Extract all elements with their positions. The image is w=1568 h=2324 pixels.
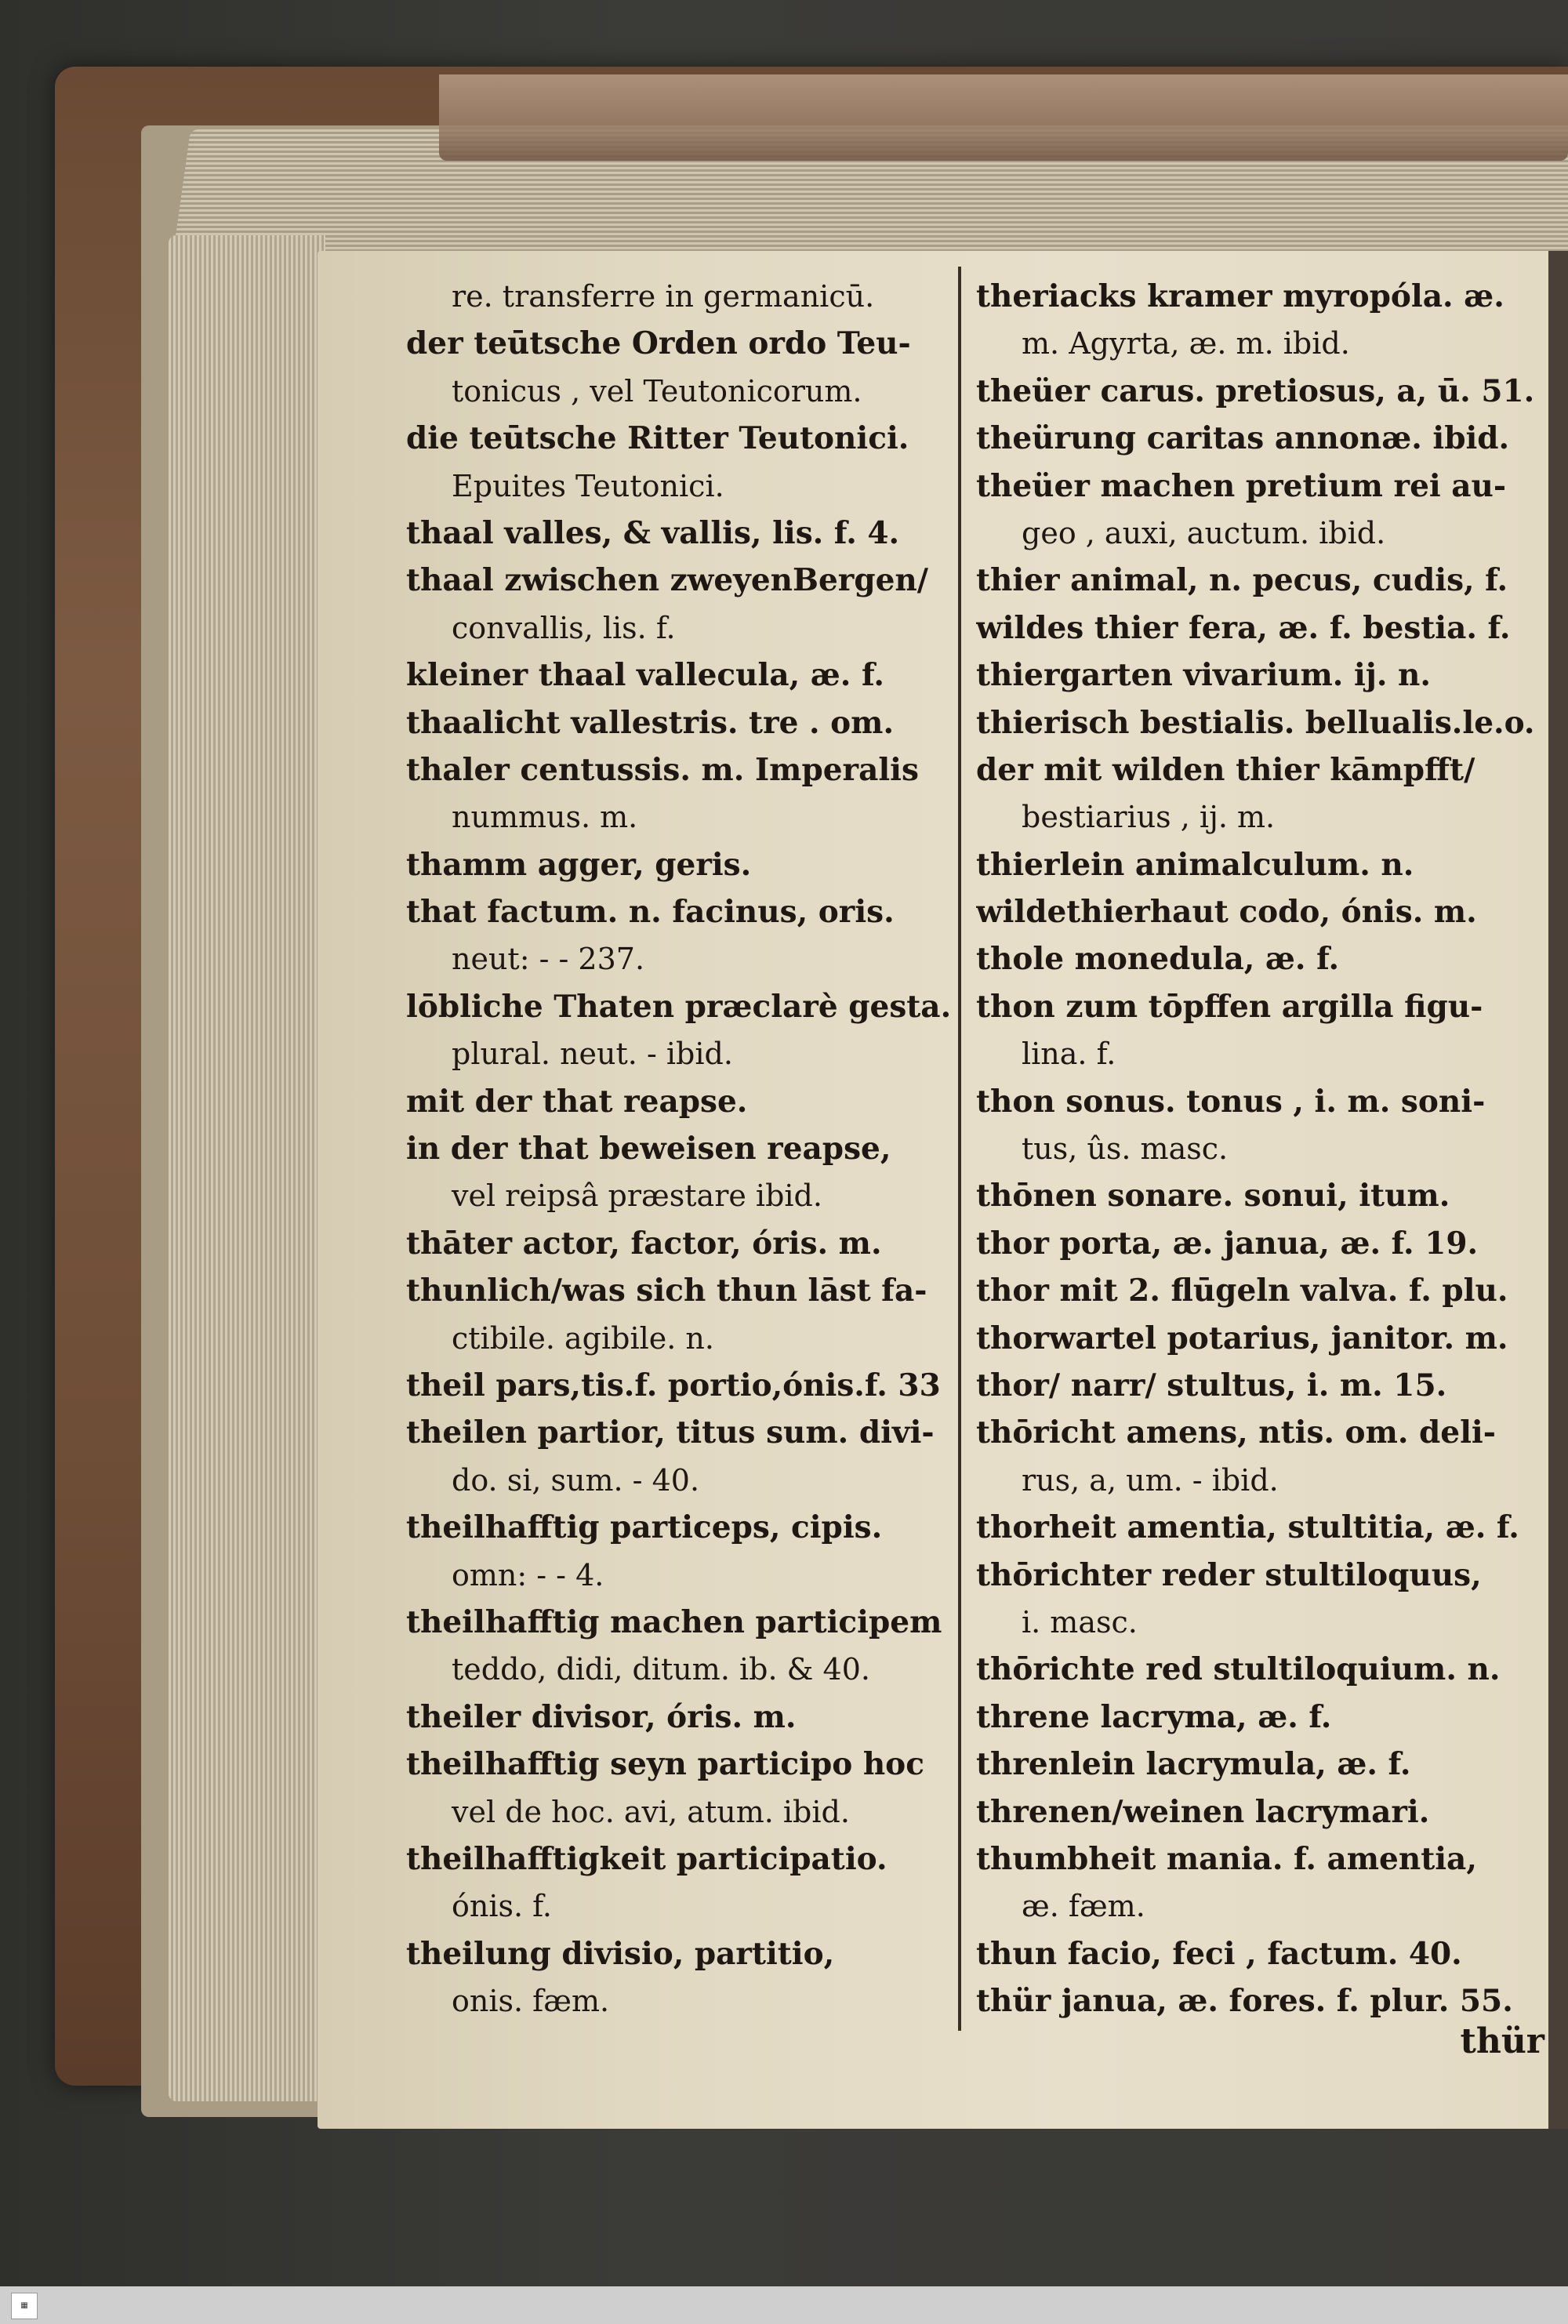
- dictionary-line: theilen partior, titus sum. divi-: [406, 1414, 935, 1451]
- dictionary-line: wildethierhaut codo, ónis. m.: [976, 894, 1477, 931]
- dictionary-line: that factum. n. facinus, oris.: [406, 894, 895, 931]
- dictionary-line: thaalicht vallestris. tre . om.: [406, 704, 895, 741]
- dictionary-line: theilhafftig seyn participo hoc: [406, 1746, 924, 1783]
- dictionary-line: wildes thier fera, æ. f. bestia. f.: [976, 609, 1511, 646]
- dictionary-line: thun facio, feci , factum. 40.: [976, 1935, 1462, 1972]
- dictionary-line: thorheit amentia, stultitia, æ. f.: [976, 1509, 1519, 1546]
- dictionary-line: theilhafftigkeit participatio.: [406, 1840, 887, 1877]
- dictionary-line: thon zum tōpffen argilla figu-: [976, 988, 1483, 1025]
- dictionary-line: der teūtsche Orden ordo Teu-: [406, 325, 911, 362]
- catchword: thür: [1460, 2021, 1544, 2061]
- dictionary-line: nummus. m.: [452, 800, 638, 835]
- dictionary-line: thole monedula, æ. f.: [976, 941, 1340, 978]
- dictionary-line: thiergarten vivarium. ij. n.: [976, 657, 1431, 694]
- dictionary-line: plural. neut. - ibid.: [452, 1037, 733, 1072]
- dictionary-line: thor/ narr/ stultus, i. m. 15.: [976, 1367, 1447, 1403]
- dictionary-line: threnlein lacrymula, æ. f.: [976, 1746, 1411, 1783]
- dictionary-line: thōrichter reder stultiloquus,: [976, 1556, 1482, 1593]
- library-logo-icon[interactable]: ▦: [11, 2293, 38, 2319]
- dictionary-line: geo , auxi, auctum. ibid.: [1022, 515, 1386, 550]
- dictionary-line: æ. fæm.: [1022, 1889, 1145, 1924]
- dictionary-line: theriacks kramer myropóla. æ.: [976, 278, 1504, 314]
- dictionary-line: vel reipsâ præstare ibid.: [452, 1178, 822, 1214]
- dictionary-line: thōnen sonare. sonui, itum.: [976, 1178, 1450, 1215]
- dictionary-line: ctibile. agibile. n.: [452, 1320, 714, 1356]
- dictionary-line: thōricht amens, ntis. om. deli-: [976, 1414, 1496, 1451]
- dictionary-line: theilhafftig machen participem: [406, 1603, 942, 1640]
- dictionary-line: do. si, sum. - 40.: [452, 1462, 700, 1498]
- dictionary-line: thamm agger, geris.: [406, 846, 752, 883]
- dictionary-line: thāter actor, factor, óris. m.: [406, 1225, 882, 1262]
- dictionary-line: re. transferre in germanicū.: [452, 279, 875, 314]
- dictionary-line: thunlich/was sich thun lāst fa-: [406, 1273, 927, 1309]
- dictionary-line: theürung caritas annonæ. ibid.: [976, 420, 1510, 457]
- dictionary-line: thaal valles, & vallis, lis. f. 4.: [406, 514, 900, 551]
- dictionary-line: thor porta, æ. janua, æ. f. 19.: [976, 1225, 1479, 1262]
- dictionary-line: thierisch bestialis. bellualis.le.o.: [976, 704, 1535, 741]
- dictionary-line: thier animal, n. pecus, cudis, f.: [976, 562, 1508, 599]
- dictionary-line: lōbliche Thaten præclarè gesta.: [406, 988, 952, 1025]
- dictionary-line: neut: - - 237.: [452, 942, 645, 977]
- dictionary-line: vel de hoc. avi, atum. ibid.: [452, 1794, 850, 1829]
- dictionary-line: in der that beweisen reapse,: [406, 1131, 891, 1167]
- dictionary-line: bestiarius , ij. m.: [1022, 800, 1276, 835]
- dictionary-line: Epuites Teutonici.: [452, 468, 724, 503]
- dictionary-line: kleiner thaal vallecula, æ. f.: [406, 657, 884, 694]
- dictionary-line: teddo, didi, ditum. ib. & 40.: [452, 1652, 870, 1687]
- dictionary-line: thōrichte red stultiloquium. n.: [976, 1651, 1501, 1688]
- dictionary-line: thür janua, æ. fores. f. plur. 55.: [976, 1983, 1513, 2020]
- dictionary-line: lina. f.: [1022, 1037, 1116, 1072]
- dictionary-line: rus, a, um. - ibid.: [1022, 1462, 1279, 1498]
- dictionary-line: threne lacryma, æ. f.: [976, 1698, 1332, 1735]
- dictionary-line: die teūtsche Ritter Teutonici.: [406, 420, 909, 457]
- dictionary-line: thierlein animalculum. n.: [976, 846, 1414, 883]
- viewer-footer-bar: [0, 2286, 1568, 2324]
- dictionary-line: theüer carus. pretiosus, a, ū. 51.: [976, 372, 1535, 409]
- dictionary-line: theil pars,tis.f. portio,ónis.f. 33: [406, 1367, 941, 1403]
- dictionary-line: tonicus , vel Teutonicorum.: [452, 373, 862, 409]
- dictionary-line: theüer machen pretium rei au-: [976, 467, 1507, 504]
- right-column: [976, 273, 1552, 2092]
- dictionary-line: thor mit 2. flūgeln valva. f. plu.: [976, 1273, 1508, 1309]
- cover-top-edge: [439, 74, 1568, 161]
- dictionary-line: onis. fæm.: [452, 1984, 610, 2019]
- dictionary-line: thorwartel potarius, janitor. m.: [976, 1320, 1508, 1356]
- dictionary-line: thon sonus. tonus , i. m. soni-: [976, 1083, 1486, 1120]
- dictionary-line: omn: - - 4.: [452, 1557, 604, 1592]
- dictionary-line: i. masc.: [1022, 1604, 1138, 1640]
- dictionary-line: der mit wilden thier kāmpfft/: [976, 751, 1475, 788]
- page-edges-left: [169, 235, 325, 2101]
- dictionary-line: mit der that reapse.: [406, 1083, 748, 1120]
- dictionary-line: threnen/weinen lacrymari.: [976, 1793, 1430, 1830]
- left-column: [406, 273, 971, 2092]
- dictionary-line: theilhafftig particeps, cipis.: [406, 1509, 883, 1546]
- dictionary-line: thumbheit mania. f. amentia,: [976, 1840, 1477, 1877]
- dictionary-line: thaal zwischen zweyenBergen/: [406, 562, 929, 599]
- dictionary-line: ónis. f.: [452, 1889, 552, 1924]
- dictionary-line: convallis, lis. f.: [452, 610, 676, 645]
- dictionary-line: m. Agyrta, æ. m. ibid.: [1022, 326, 1350, 361]
- dictionary-line: tus, ûs. masc.: [1022, 1131, 1229, 1167]
- dictionary-line: thaler centussis. m. Imperalis: [406, 751, 919, 788]
- dictionary-line: theilung divisio, partitio,: [406, 1935, 835, 1972]
- dictionary-line: theiler divisor, óris. m.: [406, 1698, 797, 1735]
